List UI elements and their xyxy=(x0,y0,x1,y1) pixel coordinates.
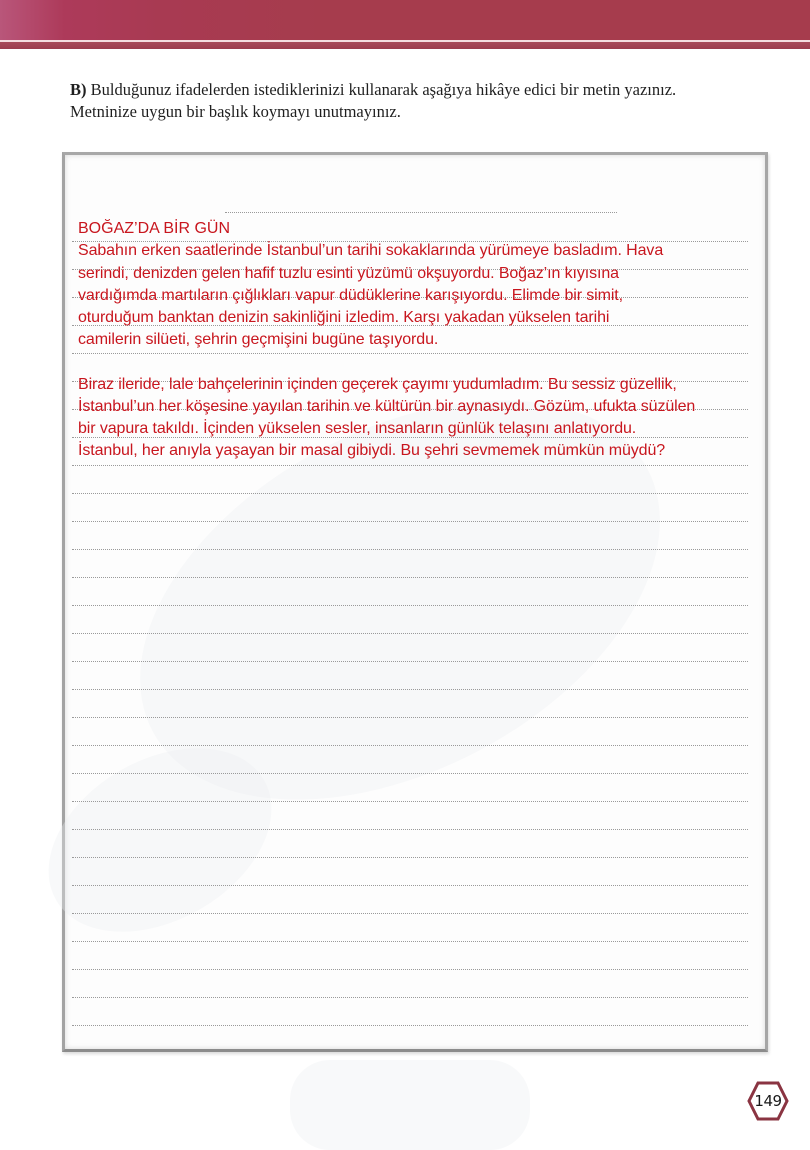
ruled-line xyxy=(72,829,748,830)
ruled-line xyxy=(72,857,748,858)
instruction-line-2: Metninize uygun bir başlık koymayı unutmayınız. xyxy=(70,102,401,121)
ruled-line xyxy=(72,549,748,550)
ruled-line xyxy=(72,577,748,578)
ruled-line xyxy=(72,1025,748,1026)
ruled-line xyxy=(72,773,748,774)
ruled-line xyxy=(72,969,748,970)
story-line: bir vapura takıldı. İçinden yükselen sesler, insanların günlük telaşını anlatıyordu. xyxy=(78,420,637,437)
ruled-line xyxy=(72,717,748,718)
task-instruction xyxy=(70,79,770,123)
ruled-line xyxy=(72,353,748,354)
ruled-line xyxy=(72,689,748,690)
page-number-badge xyxy=(747,1081,789,1121)
instruction-line-1: Bulduğunuz ifadelerden istediklerinizi kullanarak aşağıya hikâye edici bir metin yazınız. xyxy=(86,80,677,99)
ruled-line xyxy=(72,801,748,802)
story-line: İstanbul’un her köşesine yayılan tarihin ve kültürün bir aynasıydı. Gözüm, ufukta süzülen xyxy=(78,398,696,415)
ruled-line xyxy=(72,885,748,886)
ruled-line xyxy=(72,913,748,914)
story-line: oturduğum banktan denizin sakinliğini izledim. Karşı yakadan yükselen tarihi xyxy=(78,309,610,326)
ruled-line xyxy=(72,465,748,466)
story-line: Biraz ileride, lale bahçelerinin içinden geçerek çayımı yudumladım. Bu sessiz güzellik, xyxy=(78,376,677,393)
story-line: serindi, denizden gelen hafif tuzlu esinti yüzümü okşuyordu. Boğaz’ın kıyısına xyxy=(78,265,619,282)
header-band-lower xyxy=(0,42,810,49)
page-number: 149 xyxy=(754,1092,782,1110)
ruled-line xyxy=(72,745,748,746)
story-line: İstanbul, her anıyla yaşayan bir masal gibiydi. Bu şehri sevmemek mümkün müydü? xyxy=(78,442,666,459)
story-line: vardığımda martıların çığlıkları vapur düdüklerine karışıyordu. Elimde bir simit, xyxy=(78,287,623,304)
ruled-line-short xyxy=(225,212,617,213)
task-label: B) xyxy=(70,80,87,99)
ruled-line xyxy=(72,633,748,634)
story-line: Sabahın erken saatlerinde İstanbul’un tarihi sokaklarında yürümeye basladım. Hava xyxy=(78,242,664,259)
ruled-line xyxy=(72,521,748,522)
header-band xyxy=(0,0,810,40)
ruled-line xyxy=(72,997,748,998)
watermark-shape xyxy=(290,1060,530,1150)
ruled-line xyxy=(72,605,748,606)
story-title: BOĞAZ’DA BİR GÜN xyxy=(78,220,231,237)
ruled-line xyxy=(72,941,748,942)
story-line: camilerin silüeti, şehrin geçmişini bugüne taşıyordu. xyxy=(78,331,439,348)
ruled-line xyxy=(72,661,748,662)
ruled-line xyxy=(72,493,748,494)
